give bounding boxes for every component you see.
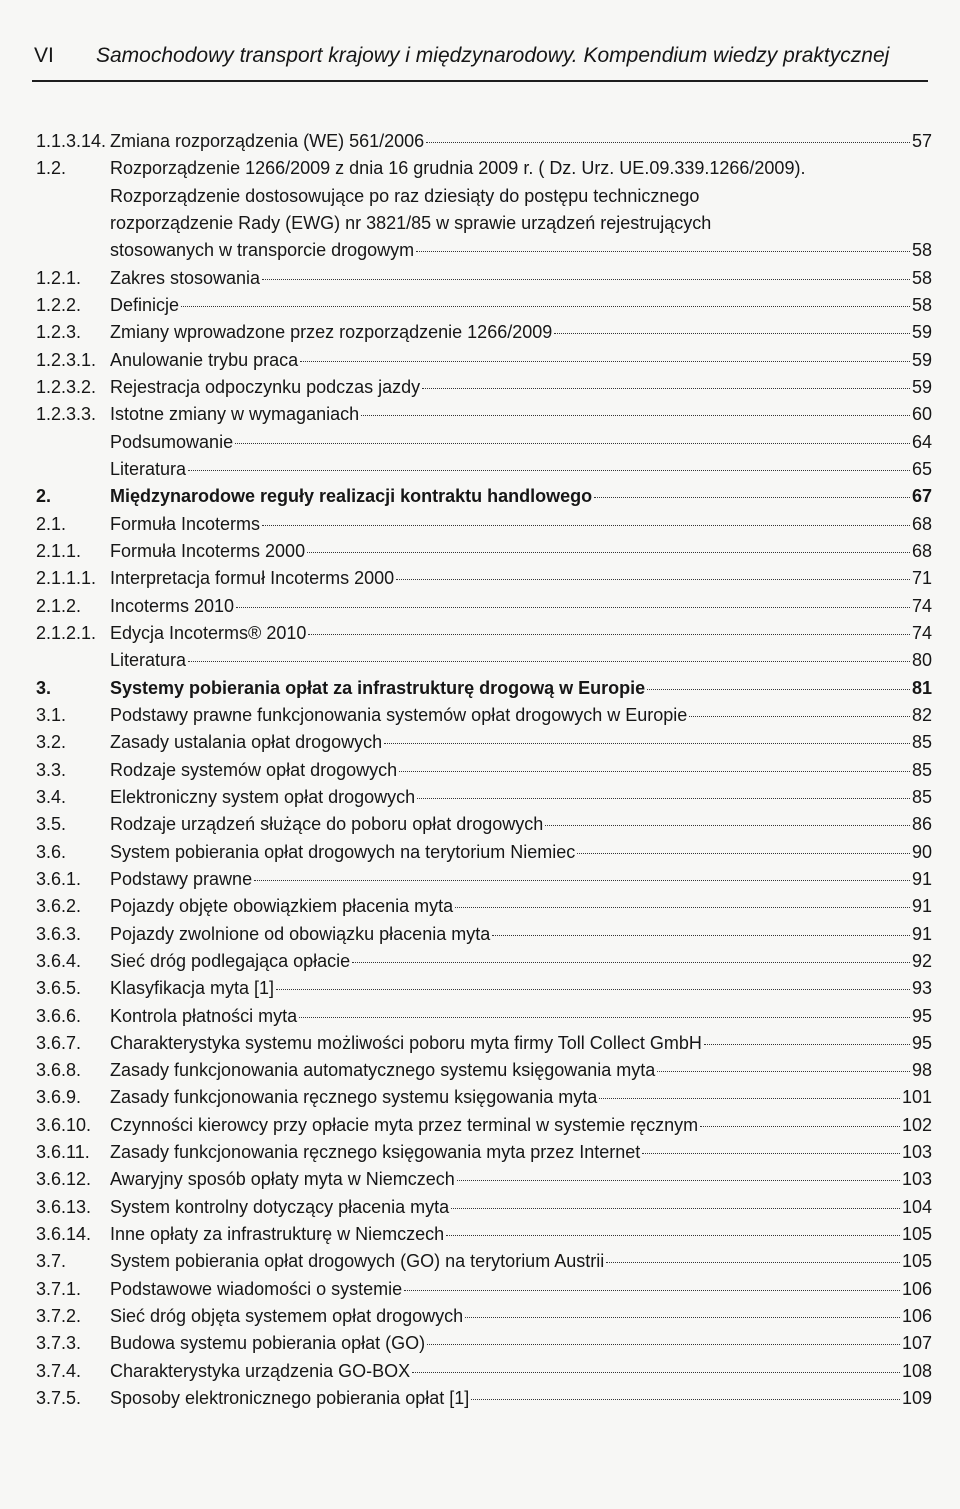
dot-leader [299,1017,910,1018]
toc-entry-page: 101 [901,1087,932,1108]
toc-entry [36,620,932,647]
toc-entry [36,401,932,428]
toc-entry-title: Zmiana rozporządzenia (WE) 561/2006 [110,131,425,151]
toc-entry-number: 1.2.3.1. [36,349,97,370]
toc-entry-title: System kontrolny dotyczący płacenia myta [110,1196,450,1217]
toc-entry [36,839,932,866]
toc-entry-number: 2.1.2.1. [36,622,97,643]
toc-entry-number: 2.1.2. [36,595,82,616]
toc-entry-number: 3.6.2. [36,896,82,917]
dot-leader [594,497,910,498]
toc-entry-title: System pobierania opłat drogowych na terytorium Niemiec [110,841,576,862]
toc-entry-page: 82 [911,704,932,725]
running-header [34,42,926,74]
toc-entry-number: 2. [36,486,52,507]
dot-leader [412,1372,900,1373]
toc-entry [36,210,932,237]
toc-entry-number: 1.1.3.14. [36,131,107,151]
toc-entry-page: 90 [911,841,932,862]
dot-leader [352,962,910,963]
toc-entry-number: 1.2.1. [36,267,82,288]
toc-entry-title: Pojazdy zwolnione od obowiązku płacenia myta [110,923,491,944]
toc-entry-number: 2.1.1.1. [36,568,97,589]
toc-entry-title: Zasady funkcjonowania automatycznego systemu księgowania myta [110,1060,656,1081]
dot-leader [427,1344,900,1345]
toc-entry [36,292,932,319]
toc-entry-number: 3.2. [36,732,67,753]
toc-entry [36,538,932,565]
toc-entry-number: 3.6.13. [36,1196,92,1217]
toc-entry-title: Systemy pobierania opłat za infrastrukturę drogową w Europie [110,677,646,698]
toc-entry-number: 3.6.4. [36,950,82,971]
toc-entry-number: 1.2.3. [36,322,82,343]
dot-leader [642,1153,900,1154]
page-number: VI [34,44,54,67]
toc-entry [36,1303,932,1330]
dot-leader [545,825,910,826]
toc-entry-page: 102 [901,1114,932,1135]
toc-entry-page: 57 [911,131,932,151]
toc-entry-page: 67 [911,486,932,507]
toc-entry-title: Zasady funkcjonowania ręcznego systemu księgowania myta [110,1087,598,1108]
dot-leader [455,907,910,908]
toc-entry-number: 3.7. [36,1251,67,1272]
toc-entry-page: 74 [911,622,932,643]
toc-entry [36,1166,932,1193]
toc-entry [36,565,932,592]
toc-entry-number: 3. [36,677,52,698]
toc-entry [36,1084,932,1111]
toc-entry [36,237,932,264]
toc-entry-title: Formuła Incoterms 2000 [110,540,306,561]
dot-leader [577,853,910,854]
header-rule [32,80,928,82]
toc-entry-page: 58 [911,294,932,315]
toc-entry-title: Inne opłaty za infrastrukturę w Niemczech [110,1224,445,1245]
dot-leader [307,552,910,553]
toc-entry-page: 65 [911,458,932,479]
toc-entry-page: 59 [911,349,932,370]
toc-entry [36,784,932,811]
toc-entry-number: 2.1. [36,513,67,534]
toc-entry [36,128,932,155]
toc-entry [36,1276,932,1303]
toc-entry [36,948,932,975]
dot-leader [188,470,910,471]
toc-entry-title: Zasady ustalania opłat drogowych [110,732,383,753]
toc-entry-number: 3.1. [36,704,67,725]
toc-entry-page: 81 [911,677,932,698]
toc-entry [36,1139,932,1166]
toc-entry-number: 1.2. [36,158,67,179]
toc-entry [36,1248,932,1275]
toc-entry-page: 91 [911,923,932,944]
toc-entry-title: Istotne zmiany w wymaganiach [110,404,360,425]
toc-entry-title: Rodzaje urządzeń służące do poboru opłat drogowych [110,814,544,835]
toc-entry-page: 107 [901,1333,932,1354]
toc-entry-title: Międzynarodowe reguły realizacji kontraktu handlowego [110,486,593,507]
toc-entry-page: 68 [911,540,932,561]
dot-leader [262,279,910,280]
toc-entry-number: 3.7.4. [36,1360,82,1381]
toc-entry-title: Literatura [110,458,187,479]
toc-entry-page: 98 [911,1060,932,1081]
toc-entry-title: Definicje [110,294,180,315]
toc-entry [36,702,932,729]
toc-entry-page: 106 [901,1278,932,1299]
toc-entry-page: 60 [911,404,932,425]
toc-entry-page: 106 [901,1306,932,1327]
toc-entry [36,647,932,674]
toc-entry [36,1385,932,1412]
toc-entry-number: 3.6.9. [36,1087,82,1108]
dot-leader [254,880,910,881]
running-title: Samochodowy transport krajowy i międzynarodowy. Kompendium wiedzy praktycznej [96,44,890,67]
toc-entry-page: 58 [911,267,932,288]
toc-entry-title: Formuła Incoterms [110,513,261,534]
toc-entry [36,155,932,182]
toc-entry [36,921,932,948]
toc-entry [36,975,932,1002]
dot-leader [422,388,910,389]
toc-entry-number: 3.5. [36,814,67,835]
toc-entry [36,1358,932,1385]
toc-entry-number: 3.3. [36,759,67,780]
toc-entry-page: 74 [911,595,932,616]
toc-entry-title: Sieć dróg podlegająca opłacie [110,950,351,971]
toc-entry [36,456,932,483]
toc-entry [36,183,932,210]
toc-entry-title: Literatura [110,650,187,671]
toc-entry [36,1112,932,1139]
toc-entry [36,757,932,784]
toc-entry-title: Klasyfikacja myta [1] [110,978,275,999]
toc-entry-title: Charakterystyka systemu możliwości poboru myta firmy Toll Collect GmbH [110,1032,702,1053]
toc-entry-title: Sieć dróg objęta systemem opłat drogowych [110,1306,464,1327]
dot-leader [396,579,910,580]
dot-leader [426,142,910,143]
toc-entry-page: 105 [901,1224,932,1245]
toc-entry-title: Czynności kierowcy przy opłacie myta przez terminal w systemie ręcznym [110,1114,699,1135]
toc-entry-number: 3.6.1. [36,868,82,889]
toc-entry-title: System pobierania opłat drogowych (GO) na terytorium Austrii [110,1251,605,1272]
dot-leader [308,634,910,635]
toc-entry-page: 58 [911,240,932,261]
dot-leader [599,1098,900,1099]
toc-entry-number: 3.7.5. [36,1388,82,1409]
toc-entry-title: Rejestracja odpoczynku podczas jazdy [110,376,421,397]
toc-entry [36,1330,932,1357]
toc-entry-number: 3.7.1. [36,1278,82,1299]
toc-entry-title: Kontrola płatności myta [110,1005,298,1026]
dot-leader [404,1290,900,1291]
toc-entry [36,1194,932,1221]
dot-leader [554,333,910,334]
toc-entry [36,265,932,292]
toc-entry [36,1003,932,1030]
toc-entry-number: 3.6.11. [36,1142,90,1163]
toc-entry-title: Anulowanie trybu praca [110,349,299,370]
toc-entry-page: 91 [911,896,932,917]
toc-entry-page: 95 [911,1005,932,1026]
dot-leader [399,771,910,772]
toc-entry-number: 3.6.8. [36,1060,82,1081]
dot-leader [361,415,910,416]
toc-entry-page: 103 [901,1169,932,1190]
dot-leader [647,689,910,690]
toc-entry [36,374,932,401]
toc-entry-page: 109 [901,1388,932,1409]
dot-leader [471,1399,900,1400]
dot-leader [181,306,910,307]
toc-entry-page: 80 [911,650,932,671]
toc-entry [36,811,932,838]
toc-entry [36,429,932,456]
toc-entry-title: Podstawy prawne [110,868,253,889]
dot-leader [451,1208,900,1209]
toc-entry-title: rozporządzenie Rady (EWG) nr 3821/85 w sprawie urządzeń rejestrujących [110,212,712,233]
dot-leader [235,443,910,444]
toc-entry-title: Zakres stosowania [110,267,261,288]
toc-entry-title: Incoterms 2010 [110,595,235,616]
dot-leader [300,361,910,362]
toc-entry-title: stosowanych w transporcie drogowym [110,240,415,261]
toc-entry [36,319,932,346]
dot-leader [700,1126,900,1127]
toc-entry-page: 59 [911,322,932,343]
dot-leader [446,1235,900,1236]
dot-leader [262,525,910,526]
toc-entry [36,1030,932,1057]
toc-entry [36,593,932,620]
toc-entry-title: Edycja Incoterms® 2010 [110,622,307,643]
dot-leader [188,661,910,662]
toc-entry-number: 3.6.5. [36,978,82,999]
toc-entry-page: 68 [911,513,932,534]
toc-entry-number: 2.1.1. [36,540,82,561]
toc-entry [36,866,932,893]
dot-leader [465,1317,900,1318]
dot-leader [417,798,910,799]
toc-entry-title: Rozporządzenie 1266/2009 z dnia 16 grudnia 2009 r. ( Dz. Urz. UE.09.339.1266/2009). [110,158,806,179]
toc-entry-title: Zmiany wprowadzone przez rozporządzenie 1266/2009 [110,322,553,343]
dot-leader [384,743,910,744]
toc-entry-number: 3.6.12. [36,1169,92,1190]
toc-entry-page: 105 [901,1251,932,1272]
toc-entry [36,1221,932,1248]
dot-leader [236,607,910,608]
toc-entry-page: 86 [911,814,932,835]
toc-entry-number: 3.7.2. [36,1306,82,1327]
toc-entry [36,483,932,510]
toc-entry-title: Rozporządzenie dostosowujące po raz dziesiąty do postępu technicznego [110,185,700,206]
toc-entry-title: Pojazdy objęte obowiązkiem płacenia myta [110,896,454,917]
toc-entry-number: 3.7.3. [36,1333,82,1354]
toc-entry-title: Rodzaje systemów opłat drogowych [110,759,398,780]
toc-entry-number: 1.2.2. [36,294,82,315]
toc-entry-title: Podsumowanie [110,431,234,452]
toc-entry-page: 95 [911,1032,932,1053]
toc-entry-page: 85 [911,759,932,780]
toc-entry [36,347,932,374]
toc-entry-page: 92 [911,950,932,971]
toc-entry [36,1057,932,1084]
toc-entry [36,511,932,538]
dot-leader [657,1071,910,1072]
toc-entry-title: Budowa systemu pobierania opłat (GO) [110,1333,426,1354]
toc-entry-number: 3.6.14. [36,1224,92,1245]
toc-entry-page: 85 [911,786,932,807]
table-of-contents [36,128,932,1412]
toc-entry-title: Interpretacja formuł Incoterms 2000 [110,568,395,589]
toc-entry-page: 93 [911,978,932,999]
toc-entry-number: 3.6.3. [36,923,82,944]
toc-entry-page: 103 [901,1142,932,1163]
toc-entry [36,729,932,756]
toc-entry [36,893,932,920]
toc-entry-number: 3.4. [36,786,67,807]
toc-entry-number: 1.2.3.2. [36,376,97,397]
toc-entry-number: 3.6. [36,841,67,862]
dot-leader [416,251,910,252]
dot-leader [606,1262,900,1263]
toc-entry-page: 64 [911,431,932,452]
toc-entry-title: Sposoby elektronicznego pobierania opłat [1] [110,1388,470,1409]
toc-entry [36,675,932,702]
toc-entry-title: Charakterystyka urządzenia GO-BOX [110,1360,411,1381]
dot-leader [704,1044,910,1045]
toc-entry-page: 59 [911,376,932,397]
toc-entry-title: Elektroniczny system opłat drogowych [110,786,416,807]
dot-leader [457,1180,900,1181]
toc-entry-number: 3.6.7. [36,1032,82,1053]
toc-entry-number: 3.6.10. [36,1114,92,1135]
toc-entry-title: Podstawy prawne funkcjonowania systemów opłat drogowych w Europie [110,704,688,725]
toc-entry-page: 91 [911,868,932,889]
toc-entry-number: 3.6.6. [36,1005,82,1026]
dot-leader [492,935,910,936]
toc-entry-page: 85 [911,732,932,753]
toc-entry-title: Awaryjny sposób opłaty myta w Niemczech [110,1169,455,1190]
toc-entry-page: 108 [901,1360,932,1381]
toc-entry-page: 71 [911,568,932,589]
dot-leader [276,989,910,990]
toc-entry-title: Zasady funkcjonowania ręcznego księgowania myta przez Internet [110,1142,641,1163]
toc-entry-title: Podstawowe wiadomości o systemie [110,1278,403,1299]
toc-entry-number: 1.2.3.3. [36,404,97,425]
toc-entry-page: 104 [901,1196,932,1217]
dot-leader [689,716,910,717]
